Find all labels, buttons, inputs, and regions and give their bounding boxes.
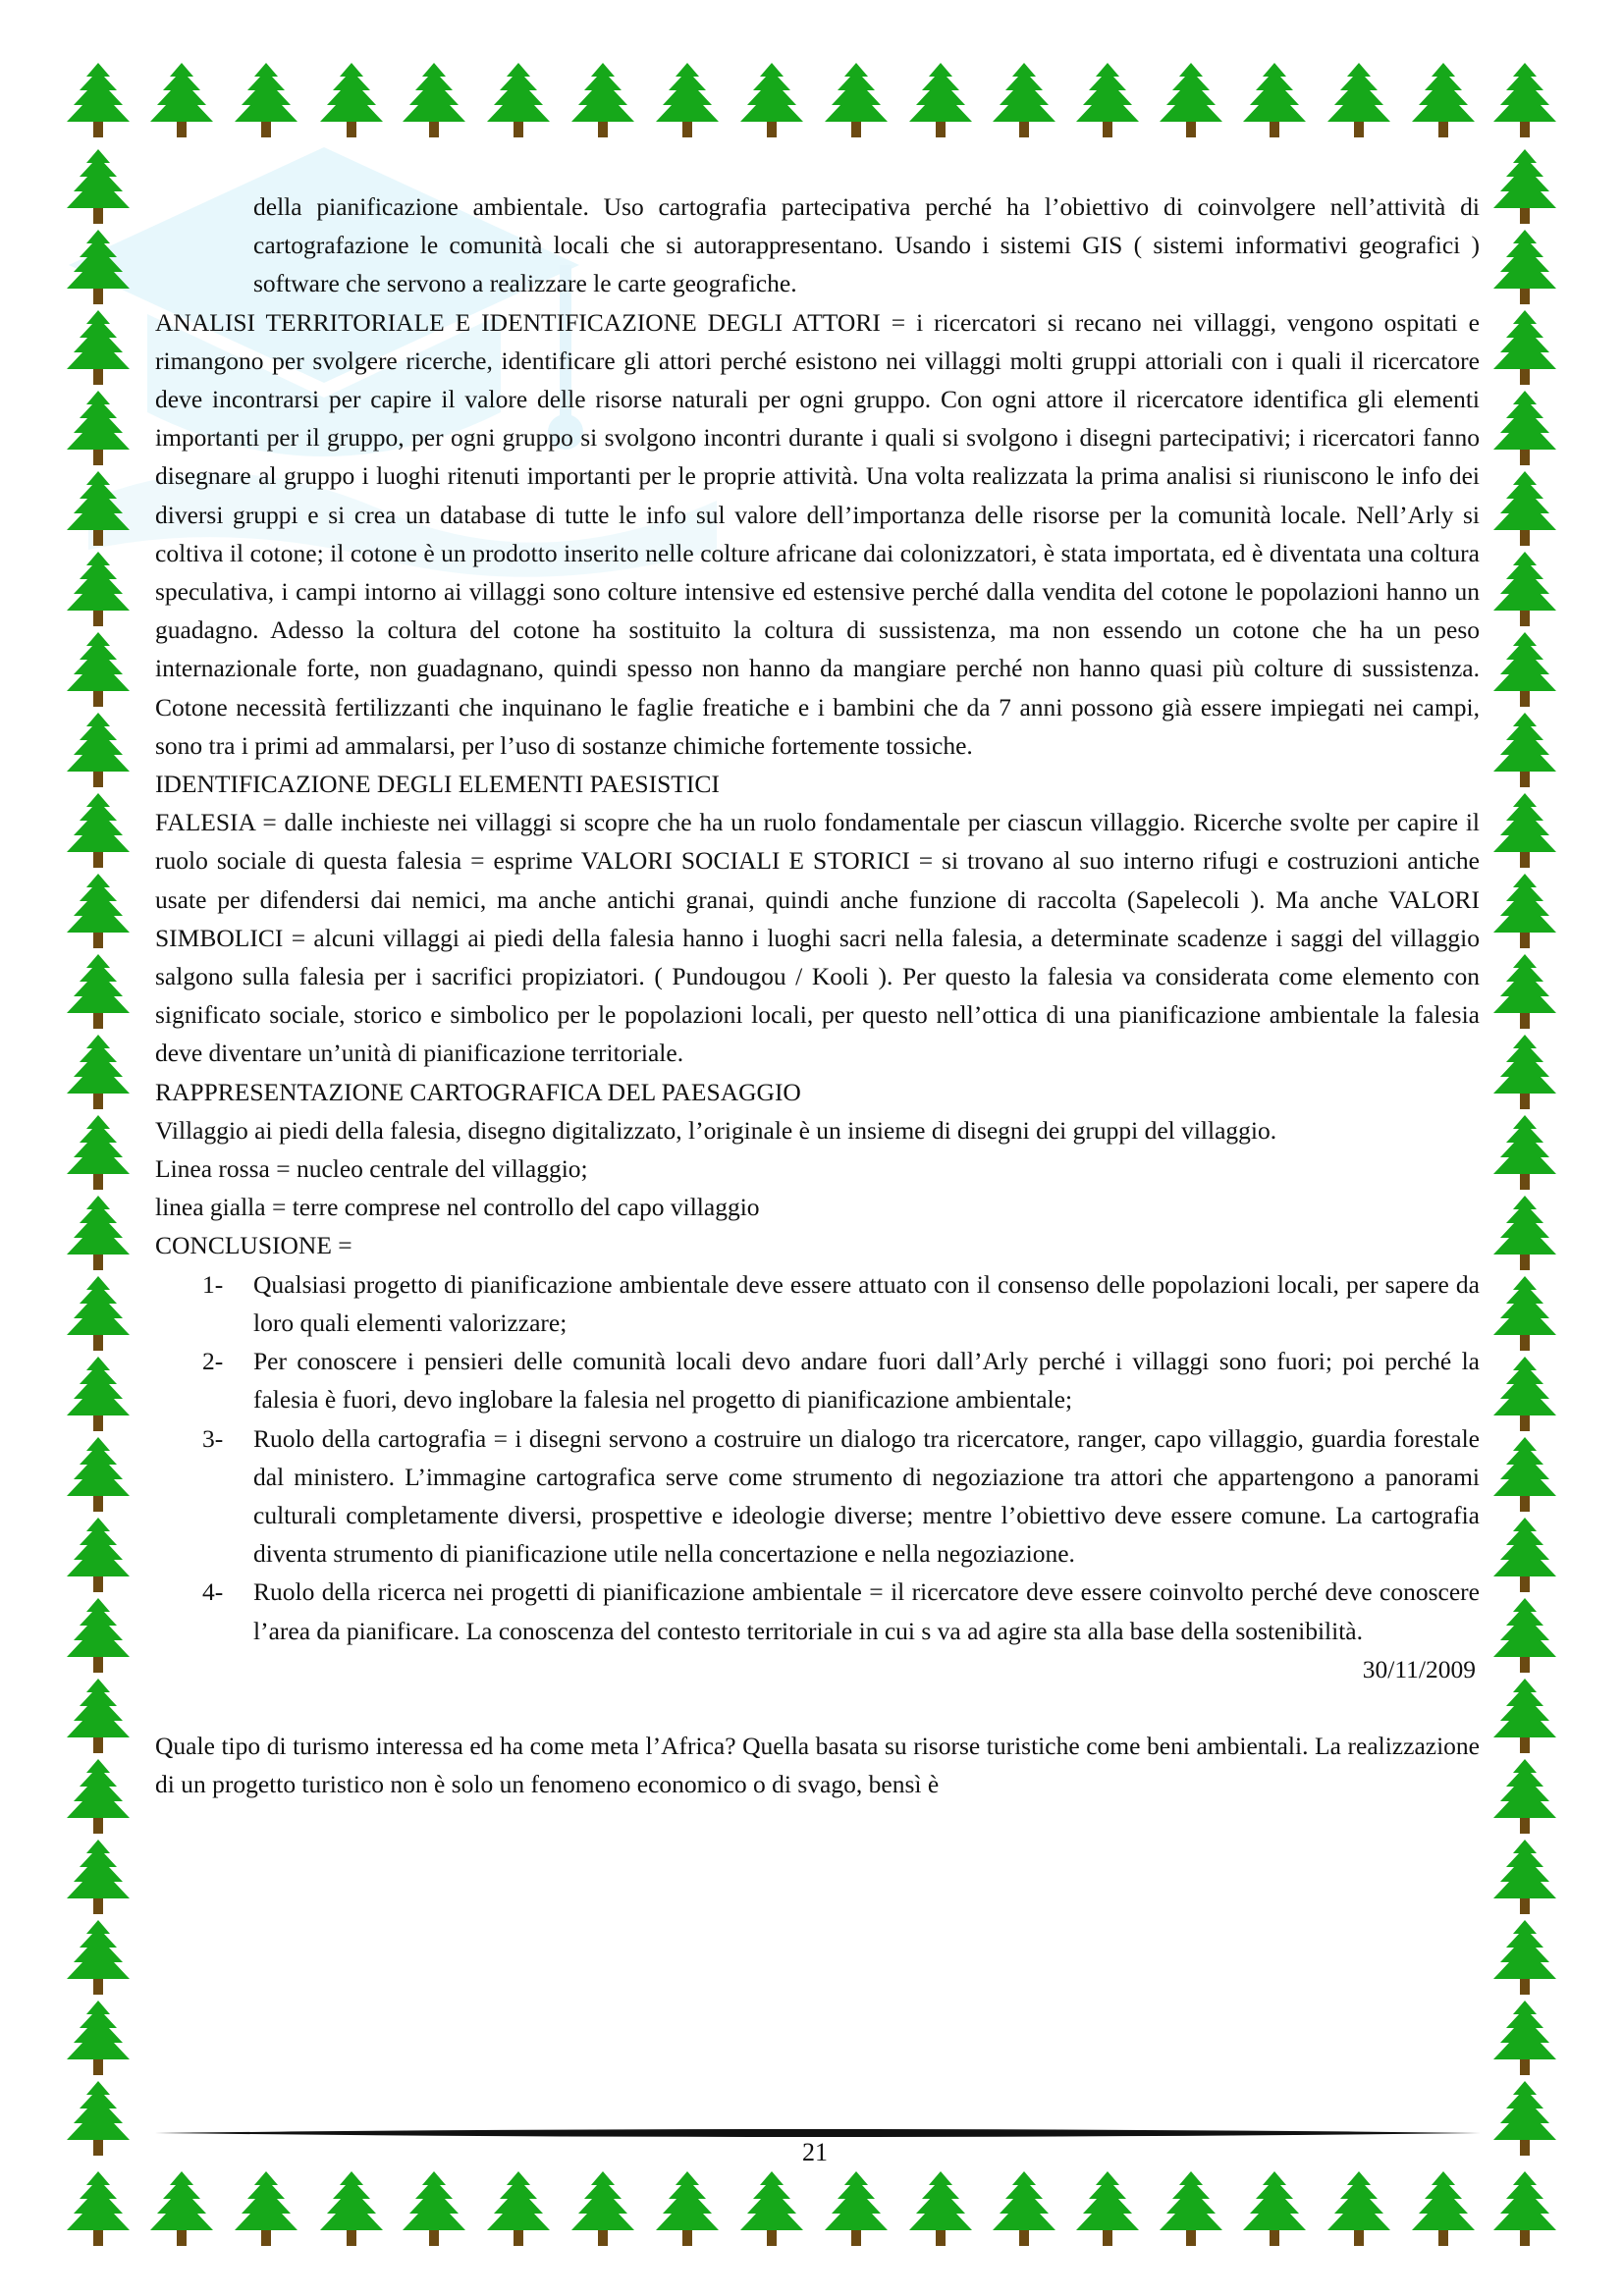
paragraph-analisi: ANALISI TERRITORIALE E IDENTIFICAZIONE DEGLI ATTORI = i ricercatori si recano nei villaggi, vengono ospitati e rimangono per svolgere ricerche, identificare gli attori perché esistono nei villaggi molti gruppi attoriali con i quali il ricercatore deve incontrarsi per capire il valore delle risorse naturali per ogni gruppo. Con ogni attore il ricercatore identifica gli elementi importanti per il gruppo, per ogni gruppo si svolgono incontri durante i quali si svolgono i disegni partecipativi; i ricercatori fanno disegnare al gruppo i luoghi ritenuti importanti per le proprie attività. Una volta realizzata la prima analisi si riuniscono le info dei diversi gruppi e si crea un database di tutte le info sul valore dell’importanza delle risorse per la comunità locale. Nell’Arly si coltiva il cotone; il cotone è un prodotto inserito nelle colture africane dai colonizzatori, è stata importata, ed è diventata una coltura speculativa, i campi intorno ai villaggi sono colture intensive ed estensive perché dalla vendita del cotone le popolazioni hanno un guadagno. Adesso la coltura del cotone ha sostituito la coltura di sussistenza, ma non essendo un cotone che ha un peso internazionale forte, non guadagnano, quindi spesso non hanno da mangiare perché non hanno quasi più colture di sussistenza. Cotone necessità fertilizzanti che inquinano le faglie freatiche e i bambini che da 7 anni possono già essere impiegati nei campi, sono tra i primi ad ammalarsi, per l’uso di sostanze chimiche fortemente tossiche. [155,307,1480,760]
christmas-tree-icon [61,1757,135,1838]
christmas-tree-icon [61,1677,135,1757]
list-item [155,1573,1480,1649]
christmas-tree-icon [1322,61,1396,141]
conclusion-list [155,1265,1480,1650]
christmas-tree-icon [650,2169,725,2250]
list-text: Ruolo della cartografia = i disegni servono a costruire un dialogo tra ricercatore, ranger, capo villaggio, guardia forestale dal ministero. L’immagine cartografica serve come strumento di negoziazione tra attori che appartengono a panorami culturali completamente diversi, prospettive e ideologie diverse; mentre l’obiettivo deve essere comune. La cartografia diventa strumento di pianificazione utile nella concertazione e nella negoziazione. [253,1423,1480,1569]
list-number: 4- [202,1577,224,1607]
christmas-tree-icon [566,2169,640,2250]
line-linea-gialla: linea gialla = terre comprese nel controllo del capo villaggio [155,1193,760,1222]
christmas-tree-icon [481,2169,556,2250]
christmas-tree-icon [1488,791,1562,872]
christmas-tree-icon [1488,1516,1562,1596]
christmas-tree-icon [819,61,893,141]
christmas-tree-icon [144,2169,219,2250]
christmas-tree-icon [61,872,135,952]
christmas-tree-icon [1488,872,1562,952]
christmas-tree-icon [481,61,556,141]
christmas-tree-icon [61,791,135,872]
christmas-tree-icon [61,389,135,469]
paragraph-villaggio: Villaggio ai piedi della falesia, disegno digitalizzato, l’originale è un insieme di disegni dei gruppi del villaggio. [155,1115,1277,1145]
christmas-tree-icon [1488,1194,1562,1274]
paragraph-falesia: FALESIA = dalle inchieste nei villaggi si scopre che ha un ruolo fondamentale per ciascun villaggio. Ricerche svolte per capire il ruolo sociale di questa falesia = esprime VALORI SOCIALI E STORICI = si trovano al suo interno rifugi e costruzioni antiche usate per difendersi dai nemici, ma anche antichi granai, quindi anche funzione di raccolta (Sapelecoli ). Ma anche VALORI SIMBOLICI = alcuni villaggi ai piedi della falesia hanno i luoghi sacri nella falesia, a determinate scadenze i saggi del villaggio salgono sulla falesia per i sacrifici propiziatori. ( Pundougou / Kooli ). Per questo la falesia va considerata come elemento con significato sociale, storico e simbolico per le popolazioni locali, per questo nell’ottica di una pianificazione ambientale la falesia deve diventare un’unità di pianificazione territoriale. [155,808,1480,1068]
christmas-tree-icon [987,61,1061,141]
christmas-tree-icon [1488,1757,1562,1838]
list-number: 1- [202,1269,224,1299]
christmas-tree-icon [1237,61,1312,141]
list-item [155,1265,1480,1342]
christmas-tree-icon [61,1355,135,1435]
paragraph-intro: della pianificazione ambientale. Uso cartografia partecipativa perché ha l’obiettivo di coinvolgere nell’attività di cartografazione le comunità locali che si autorappresentano. Usando i sistemi GIS ( sistemi informativi geografici ) software che servono a realizzare le carte geografiche. [253,192,1480,298]
christmas-tree-icon [1488,1113,1562,1194]
date-stamp: 30/11/2009 [1362,1654,1476,1683]
christmas-tree-icon [1237,2169,1312,2250]
christmas-tree-icon [903,2169,978,2250]
christmas-tree-icon [1488,1838,1562,1918]
paragraph-turismo: Quale tipo di turismo interessa ed ha come meta l’Africa? Quella basata su risorse turistiche come beni ambientali. La realizzazione di un progetto turistico non è solo un fenomeno economico o di svago, bensì è [155,1731,1480,1799]
spacer [155,1688,1480,1727]
christmas-tree-icon [61,147,135,228]
christmas-tree-icon [903,61,978,141]
christmas-tree-icon [314,61,389,141]
christmas-tree-icon [61,711,135,791]
christmas-tree-icon [61,952,135,1033]
christmas-tree-icon [1488,389,1562,469]
christmas-tree-icon [1406,2169,1481,2250]
christmas-tree-icon [61,469,135,550]
christmas-tree-icon [61,630,135,711]
christmas-tree-icon [1488,469,1562,550]
christmas-tree-icon [1488,2169,1562,2250]
christmas-tree-icon [1488,61,1562,141]
christmas-tree-icon [61,308,135,389]
christmas-tree-icon [229,61,303,141]
heading-conclusione: CONCLUSIONE = [155,1231,352,1260]
christmas-tree-icon [1488,147,1562,228]
list-text: Per conoscere i pensieri delle comunità locali devo andare fuori dall’Arly perché i villaggi sono fuori; poi perché la falesia è fuori, devo inglobare la falesia nel progetto di pianificazione ambientale; [253,1347,1480,1415]
christmas-tree-icon [397,2169,471,2250]
list-text: Qualsiasi progetto di pianificazione ambientale deve essere attuato con il consenso delle popolazioni locali, per sapere da loro quali elementi valorizzare; [253,1269,1480,1337]
christmas-tree-icon [987,2169,1061,2250]
christmas-tree-icon [1488,1999,1562,2079]
christmas-tree-icon [1488,1918,1562,1999]
list-number: 3- [202,1423,224,1453]
christmas-tree-icon [1488,1677,1562,1757]
line-linea-rossa: Linea rossa = nucleo centrale del villaggio; [155,1154,588,1184]
christmas-tree-icon [819,2169,893,2250]
christmas-tree-icon [61,61,135,141]
christmas-tree-icon [397,61,471,141]
christmas-tree-icon [1488,550,1562,630]
heading-rappresentazione: RAPPRESENTAZIONE CARTOGRAFICA DEL PAESAGGIO [155,1077,801,1106]
christmas-tree-icon [144,61,219,141]
list-number: 2- [202,1347,224,1376]
christmas-tree-icon [61,1516,135,1596]
christmas-tree-icon [1154,61,1228,141]
christmas-tree-icon [1488,630,1562,711]
christmas-tree-icon [566,61,640,141]
christmas-tree-icon [1070,2169,1145,2250]
christmas-tree-icon [1488,1596,1562,1677]
christmas-tree-icon [61,550,135,630]
christmas-tree-icon [61,1113,135,1194]
list-item [155,1342,1480,1418]
christmas-tree-icon [1154,2169,1228,2250]
christmas-tree-icon [61,228,135,308]
list-text: Ruolo della ricerca nei progetti di pianificazione ambientale = il ricercatore deve essere coinvolto perché deve conoscere l’area da pianificare. La conoscenza del contesto territoriale in cui s va ad agire sta alla base della sostenibilità. [253,1577,1480,1645]
christmas-tree-icon [1488,1274,1562,1355]
christmas-tree-icon [1488,1033,1562,1113]
christmas-tree-icon [1322,2169,1396,2250]
christmas-tree-icon [1070,61,1145,141]
christmas-tree-icon [1488,2079,1562,2160]
christmas-tree-icon [61,1999,135,2079]
christmas-tree-icon [650,61,725,141]
christmas-tree-icon [1488,711,1562,791]
christmas-tree-icon [61,1596,135,1677]
christmas-tree-icon [1488,308,1562,389]
heading-elementi-paesistici: IDENTIFICAZIONE DEGLI ELEMENTI PAESISTICI [155,770,720,799]
christmas-tree-icon [1488,228,1562,308]
list-item [155,1419,1480,1574]
christmas-tree-icon [61,1838,135,1918]
christmas-tree-icon [734,2169,809,2250]
christmas-tree-icon [1488,952,1562,1033]
christmas-tree-icon [61,1918,135,1999]
christmas-tree-icon [61,2079,135,2160]
christmas-tree-icon [61,1033,135,1113]
christmas-tree-icon [61,1435,135,1516]
christmas-tree-icon [1488,1435,1562,1516]
christmas-tree-icon [229,2169,303,2250]
christmas-tree-icon [314,2169,389,2250]
document-body [155,187,1480,1803]
christmas-tree-icon [61,2169,135,2250]
christmas-tree-icon [1488,1355,1562,1435]
christmas-tree-icon [1406,61,1481,141]
page-number: 21 [802,2138,828,2166]
christmas-tree-icon [61,1194,135,1274]
christmas-tree-icon [61,1274,135,1355]
christmas-tree-icon [734,61,809,141]
